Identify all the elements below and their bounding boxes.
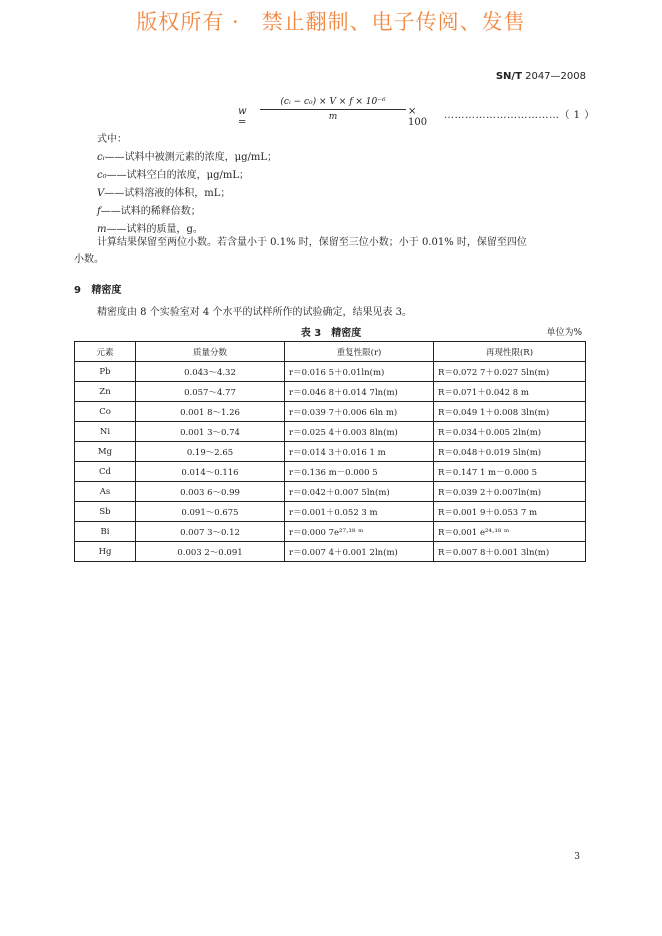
precision-table — [74, 341, 586, 562]
cell-mass-fraction: 0.003 6～0.99 — [136, 482, 285, 502]
formula-numerator: (cᵢ − c₀) × V × f × 10⁻⁶ — [260, 97, 406, 110]
definition-text: ——试料的稀释倍数； — [100, 206, 201, 217]
cell-mass-fraction: 0.001 8～1.26 — [136, 402, 285, 422]
section-9-heading — [74, 281, 121, 296]
cell-mass-fraction: 0.001 3～0.74 — [136, 422, 285, 442]
table-row — [75, 422, 586, 442]
standard-code: 2047—2008 — [525, 71, 586, 82]
cell-element: Sb — [75, 502, 136, 522]
cell-element: Cd — [75, 462, 136, 482]
cell-reproducibility: R＝0.001 e²⁴·¹⁸ ᵐ — [434, 522, 586, 542]
cell-reproducibility: R＝0.039 2＋0.007ln(m) — [434, 482, 586, 502]
definitions-intro: 式中： — [97, 134, 127, 145]
definition-c0 — [97, 166, 249, 181]
standard-prefix: SN/T — [495, 71, 522, 82]
definition-m — [97, 220, 203, 235]
table-row — [75, 542, 586, 562]
cell-repeatability: r＝0.014 3＋0.016 1 m — [285, 442, 434, 462]
cell-reproducibility: R＝0.072 7＋0.027 5ln(m) — [434, 362, 586, 382]
cell-reproducibility: R＝0.071＋0.042 8 m — [434, 382, 586, 402]
definition-symbol: c₀ — [97, 170, 107, 181]
table-title: 表 3 精密度 — [300, 328, 362, 339]
cell-repeatability: r＝0.046 8＋0.014 7ln(m) — [285, 382, 434, 402]
cell-repeatability: r＝0.136 m－0.000 5 — [285, 462, 434, 482]
section-title: 精密度 — [91, 285, 122, 296]
standard-number — [496, 71, 586, 82]
cell-repeatability: r＝0.001＋0.052 3 m — [285, 502, 434, 522]
cell-reproducibility: R＝0.034＋0.005 2ln(m) — [434, 422, 586, 442]
cell-element: Hg — [75, 542, 136, 562]
cell-mass-fraction: 0.057～4.77 — [136, 382, 285, 402]
cell-repeatability: r＝0.016 5＋0.01ln(m) — [285, 362, 434, 382]
watermark-banner: 版权所有 · 禁止翻制、电子传阅、发售 — [136, 10, 526, 34]
formula-denominator: m — [328, 112, 338, 122]
table-header-row — [75, 342, 586, 362]
cell-mass-fraction: 0.19～2.65 — [136, 442, 285, 462]
cell-reproducibility: R＝0.049 1＋0.008 3ln(m) — [434, 402, 586, 422]
cell-mass-fraction: 0.091～0.675 — [136, 502, 285, 522]
cell-element: Co — [75, 402, 136, 422]
definition-symbol: f — [97, 206, 101, 217]
table-row — [75, 402, 586, 422]
definition-v — [97, 184, 230, 199]
definition-text: ——试料溶液的体积，mL； — [104, 188, 231, 199]
cell-repeatability: r＝0.000 7e²⁷·¹⁸ ᵐ — [285, 522, 434, 542]
definition-ci — [97, 148, 277, 163]
header-repeatability: 重复性限(r) — [285, 342, 434, 362]
cell-reproducibility: R＝0.001 9＋0.053 7 m — [434, 502, 586, 522]
cell-mass-fraction: 0.043～4.32 — [136, 362, 285, 382]
definition-symbol: cᵢ — [97, 152, 105, 163]
table-row — [75, 462, 586, 482]
definition-text: ——试料的质量，g。 — [106, 224, 203, 235]
header-reproducibility: 再现性限(R) — [434, 342, 586, 362]
header-element: 元素 — [75, 342, 136, 362]
definition-text: ——试料空白的浓度，μg/mL； — [106, 170, 250, 181]
cell-mass-fraction: 0.014～0.116 — [136, 462, 285, 482]
cell-repeatability: r＝0.025 4＋0.003 8ln(m) — [285, 422, 434, 442]
cell-element: Bi — [75, 522, 136, 542]
definition-f — [97, 202, 201, 217]
page-number: 3 — [574, 852, 580, 862]
rounding-rule-line2: 小数。 — [74, 254, 104, 265]
formula-lhs: w = — [238, 106, 247, 128]
table-row — [75, 362, 586, 382]
table-row — [75, 502, 586, 522]
section-number: 9 — [74, 285, 81, 296]
table-row — [75, 442, 586, 462]
cell-repeatability: r＝0.007 4＋0.001 2ln(m) — [285, 542, 434, 562]
cell-repeatability: r＝0.042＋0.007 5ln(m) — [285, 482, 434, 502]
cell-mass-fraction: 0.007 3～0.12 — [136, 522, 285, 542]
cell-element: Mg — [75, 442, 136, 462]
cell-reproducibility: R＝0.147 1 m－0.000 5 — [434, 462, 586, 482]
section-9-text: 精密度由 8 个实验室对 4 个水平的试样所作的试验确定，结果见表 3。 — [97, 307, 412, 318]
formula-fraction — [260, 97, 406, 122]
definition-symbol: m — [97, 224, 107, 235]
equation-number: ……………………………（ 1 ） — [444, 110, 595, 121]
cell-element: Pb — [75, 362, 136, 382]
cell-element: Ni — [75, 422, 136, 442]
rounding-rule-line1: 计算结果保留至两位小数。若含量小于 0.1% 时，保留至三位小数；小于 0.01% 时，保留至四位 — [97, 237, 527, 248]
table-row — [75, 522, 586, 542]
cell-element: Zn — [75, 382, 136, 402]
definition-symbol: V — [97, 188, 105, 199]
formula-multiplier: × 100 — [408, 106, 428, 128]
header-mass-fraction: 质量分数 — [136, 342, 285, 362]
definition-text: ——试料中被测元素的浓度，μg/mL； — [104, 152, 278, 163]
cell-reproducibility: R＝0.007 8＋0.001 3ln(m) — [434, 542, 586, 562]
cell-repeatability: r＝0.039 7＋0.006 6ln m) — [285, 402, 434, 422]
cell-mass-fraction: 0.003 2～0.091 — [136, 542, 285, 562]
table-row — [75, 382, 586, 402]
table-row — [75, 482, 586, 502]
cell-element: As — [75, 482, 136, 502]
cell-reproducibility: R＝0.048＋0.019 5ln(m) — [434, 442, 586, 462]
table-unit: 单位为% — [546, 328, 582, 338]
